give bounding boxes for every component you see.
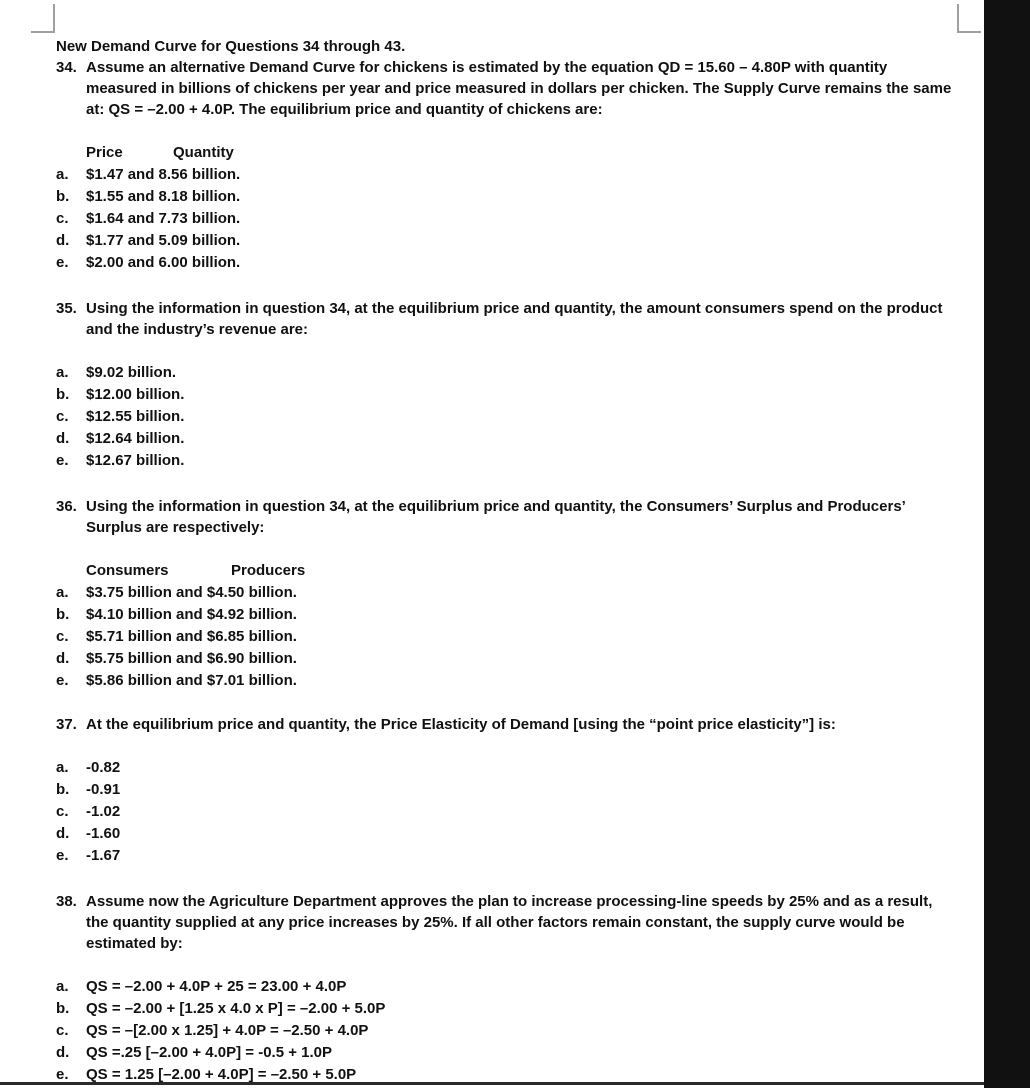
question-text: Using the information in question 34, at the equilibrium price and quantity, the Consumers’ Surplus and Producers’ Surplus are respectively: [86,498,906,536]
question-number: 34. [56,59,77,76]
option-b: b. $4.10 billion and $4.92 billion. [56,606,297,623]
option-a: a. -0.82 [56,759,121,776]
page-corner-mark-right [957,4,981,33]
option-d: d. $1.77 and 5.09 billion. [56,232,241,249]
option-e: e. -1.67 [56,847,121,864]
question-stem [56,714,956,735]
question-stem [56,57,956,120]
options-list [56,560,956,692]
option-a: a. QS = –2.00 + 4.0P + 25 = 23.00 + 4.0P [56,978,347,995]
question-text: Assume now the Agriculture Department approves the plan to increase processing-line speeds by 25% and as a result, the quantity supplied at any price increases by 25%. If all other factors remain constant, the supply curve would be estimated by: [86,893,933,952]
question-38 [56,891,956,1086]
option-e: e. $12.67 billion. [56,452,185,469]
question-34 [56,57,956,274]
question-number: 38. [56,893,77,910]
column-header-quantity: Quantity [173,144,234,161]
page-corner-mark-left [31,4,55,33]
option-a: a. $9.02 billion. [56,364,177,381]
question-number: 35. [56,300,77,317]
option-c: c. $12.55 billion. [56,408,185,425]
option-e: e. $5.86 billion and $7.01 billion. [56,672,297,689]
column-header-consumers: Consumers [86,562,169,579]
question-text: At the equilibrium price and quantity, the Price Elasticity of Demand [using the “point price elasticity”] is: [86,716,836,733]
question-text: Using the information in question 34, at the equilibrium price and quantity, the amount consumers spend on the product and the industry’s revenue are: [86,300,943,338]
option-c: c. $5.71 billion and $6.85 billion. [56,628,297,645]
options-list [56,362,956,472]
option-d: d. QS =.25 [–2.00 + 4.0P] = -0.5 + 1.0P [56,1044,332,1061]
options-list [56,142,956,274]
column-header-price: Price [86,144,123,161]
question-stem [56,891,956,954]
question-stem [56,298,956,340]
option-d: d. -1.60 [56,825,121,842]
question-37 [56,714,956,867]
question-36 [56,496,956,692]
question-number: 37. [56,716,77,733]
option-c: c. QS = –[2.00 x 1.25] + 4.0P = –2.50 + 4.0P [56,1022,369,1039]
option-a: a. $1.47 and 8.56 billion. [56,166,241,183]
question-stem [56,496,956,538]
window-edge-bar [984,0,1030,1088]
option-c: c. $1.64 and 7.73 billion. [56,210,241,227]
question-text: Assume an alternative Demand Curve for chickens is estimated by the equation QD = 15.60 – 4.80P with quantity measured in billions of chickens per year and price measured in dollars per chicken. The Supply Curve remains the same at: QS = –2.00 + 4.0P. The equilibrium price and quantity of chickens are: [86,59,952,118]
column-headers [56,142,956,164]
option-a: a. $3.75 billion and $4.50 billion. [56,584,297,601]
option-b: b. $1.55 and 8.18 billion. [56,188,241,205]
options-list [56,757,956,867]
option-d: d. $5.75 billion and $6.90 billion. [56,650,297,667]
option-b: b. -0.91 [56,781,121,798]
option-d: d. $12.64 billion. [56,430,185,447]
option-b: b. $12.00 billion. [56,386,185,403]
options-list [56,976,956,1086]
option-e: e. $2.00 and 6.00 billion. [56,254,241,271]
column-headers [56,560,956,582]
column-header-producers: Producers [231,562,306,579]
question-number: 36. [56,498,77,515]
question-35 [56,298,956,472]
option-b: b. QS = –2.00 + [1.25 x 4.0 x P] = –2.00 + 5.0P [56,1000,386,1017]
document-page [56,36,956,1086]
option-e: e. QS = 1.25 [–2.00 + 4.0P] = –2.50 + 5.0P [56,1066,357,1083]
section-header: New Demand Curve for Questions 34 through 43. [56,38,406,55]
option-c: c. -1.02 [56,803,121,820]
